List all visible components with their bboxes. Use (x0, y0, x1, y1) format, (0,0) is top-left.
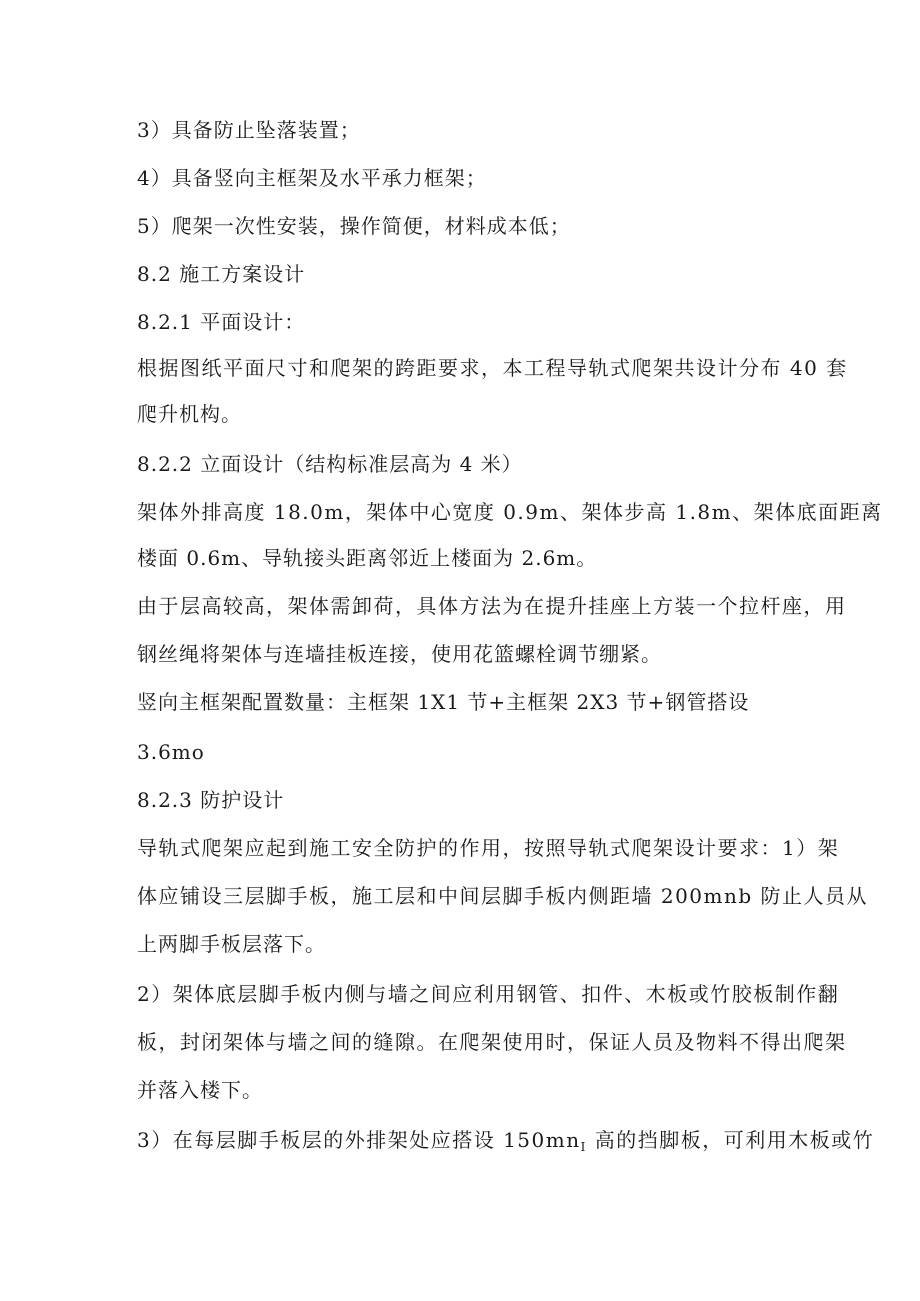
text-line: 板，封闭架体与墙之间的缝隙。在爬架使用时，保证人员及物料不得出爬架 (137, 1030, 847, 1054)
subsection-heading: 8.2.2 立面设计（结构标准层高为 4 米） (137, 452, 523, 476)
text-line: 3.6mo (137, 740, 205, 764)
text-line: 竖向主框架配置数量：主框架 1X1 节+主框架 2X3 节+钢管搭设 (137, 690, 750, 714)
subsection-heading: 8.2.1 平面设计： (137, 310, 306, 334)
text-line: 架体外排高度 18.0m，架体中心宽度 0.9m、架体步高 1.8m、架体底面距离 (137, 500, 883, 524)
subsection-heading: 8.2.3 防护设计 (137, 788, 285, 812)
text-line: 3）具备防止坠落装置； (137, 118, 361, 142)
text-line: 体应铺设三层脚手板，施工层和中间层脚手板内侧距墙 200mnb 防止人员从 (137, 884, 869, 908)
text-fragment: 高的挡脚板，可利用木板或竹 (586, 1128, 875, 1152)
text-line: 5）爬架一次性安装，操作简便，材料成本低； (137, 214, 571, 238)
text-fragment: 3）在每层脚手板层的外排架处应搭设 150mn (137, 1128, 581, 1152)
text-line: 爬升机构。 (137, 402, 242, 426)
text-line: 由于层高较高，架体需卸荷，具体方法为在提升挂座上方装一个拉杆座，用 (137, 594, 847, 618)
text-line: 并落入楼下。 (137, 1078, 263, 1102)
text-line: 根据图纸平面尺寸和爬架的跨距要求，本工程导轨式爬架共设计分布 40 套 (137, 356, 848, 380)
section-heading: 8.2 施工方案设计 (137, 262, 306, 286)
text-line: 2）架体底层脚手板内侧与墙之间应利用钢管、扣件、木板或竹胶板制作翻 (137, 982, 840, 1006)
text-line: 导轨式爬架应起到施工安全防护的作用，按照导轨式爬架设计要求：1）架 (137, 836, 840, 860)
text-line: 钢丝绳将架体与连墙挂板连接，使用花篮螺栓调节绷紧。 (137, 642, 662, 666)
text-line: 上两脚手板层落下。 (137, 932, 326, 956)
subscript-text: I (580, 1140, 587, 1154)
text-line: 楼面 0.6m、导轨接头距离邻近上楼面为 2.6m。 (137, 546, 598, 570)
text-line (137, 1128, 874, 1159)
text-line: 4）具备竖向主框架及水平承力框架； (137, 166, 487, 190)
